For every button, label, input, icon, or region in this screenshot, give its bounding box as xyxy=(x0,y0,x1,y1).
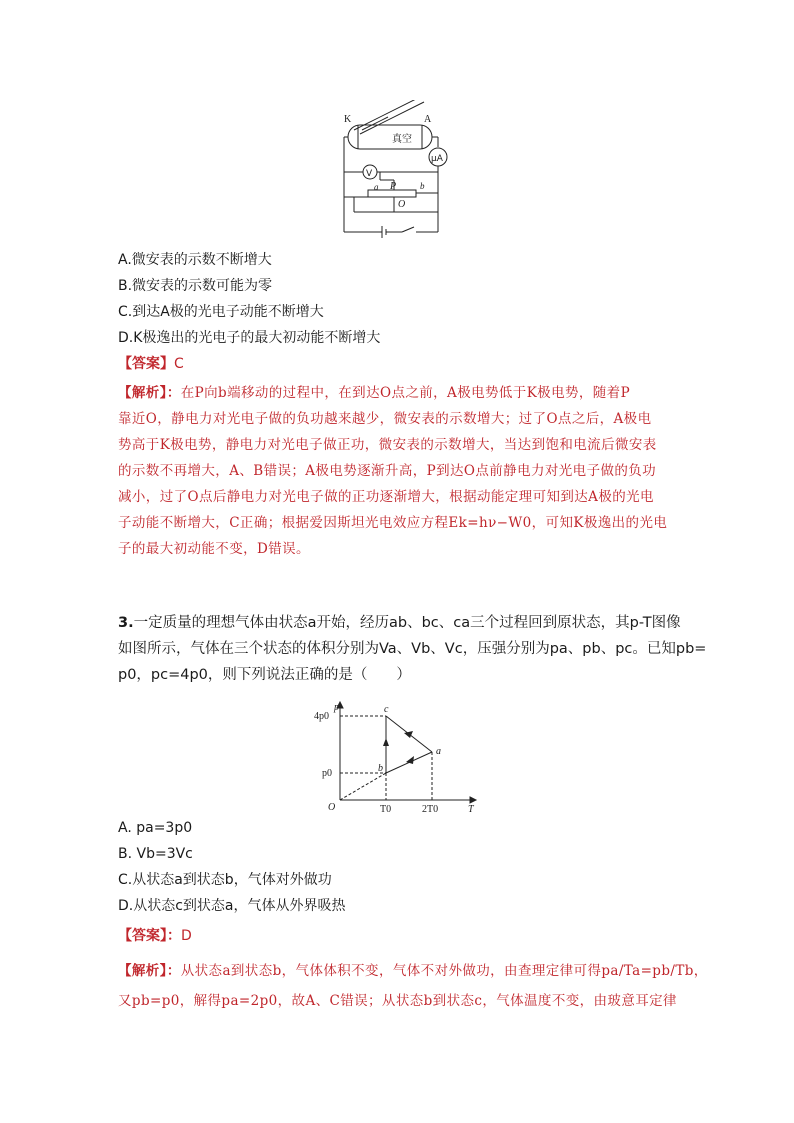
q3-option-b: B. Vb=3Vc xyxy=(118,846,193,862)
point-a-label: a xyxy=(436,746,441,757)
arrow-bc xyxy=(383,738,389,746)
x-tick-2t0: 2T0 xyxy=(422,804,439,812)
q3-option-c: C.从状态a到状态b，气体对外做功 xyxy=(118,872,332,888)
q2-analysis-line-7: 子的最大初动能不变，D错误。 xyxy=(118,541,310,557)
y-tick-4p0: 4p0 xyxy=(314,711,329,722)
label-p: P xyxy=(390,181,397,192)
q2-option-b: B.微安表的示数可能为零 xyxy=(118,278,273,294)
x-axis-label: T xyxy=(468,804,474,812)
q3-stem xyxy=(118,610,707,688)
q3-stem-line-3: p0，pc=4p0，则下列说法正确的是（ ） xyxy=(118,667,411,683)
label-k: K xyxy=(344,114,352,125)
label-b-small: b xyxy=(420,181,425,191)
origin-label: O xyxy=(328,802,336,812)
q3-answer xyxy=(118,926,192,946)
x-tick-t0: T0 xyxy=(380,804,392,812)
label-voltmeter: V xyxy=(366,169,373,179)
q2-analysis xyxy=(118,380,678,562)
q2-option-c: C.到达A极的光电子动能不断增大 xyxy=(118,304,324,320)
q2-analysis-line-6: 子动能不断增大，C正确；根据爱因斯坦光电效应方程Ek=hν−W0，可知K极逸出的光电 xyxy=(118,515,668,531)
label-a: A xyxy=(424,114,432,125)
q2-answer xyxy=(118,354,184,374)
q3-analysis-label: 【解析】： xyxy=(118,963,181,978)
q2-analysis-line-2: 靠近O，静电力对光电子做的负功越来越少，微安表的示数增大；过了O点之后，A极电 xyxy=(118,411,652,427)
q3-option-d: D.从状态c到状态a，气体从外界吸热 xyxy=(118,898,346,914)
q2-analysis-line-5: 减小，过了O点后静电力对光电子做的正功逐渐增大，根据动能定理可知到达A极的光电 xyxy=(118,489,654,505)
q3-analysis-line-1: 从状态a到状态b，气体体积不变，气体不对外做功，由查理定律可得pa/Ta=pb/Tb， xyxy=(180,963,708,979)
photoelectric-circuit-diagram xyxy=(340,100,460,240)
q2-answer-value: C xyxy=(174,356,184,372)
label-a-small: a xyxy=(374,182,379,192)
point-b-label: b xyxy=(378,763,383,774)
q2-analysis-line-3: 势高于K极电势，静电力对光电子做正功，微安表的示数增大，当达到饱和电流后微安表 xyxy=(118,437,657,453)
y-axis-label: p xyxy=(334,702,339,713)
q2-option-d: D.K极逸出的光电子的最大初动能不断增大 xyxy=(118,330,381,346)
label-microammeter: μA xyxy=(431,154,443,164)
point-c-label: c xyxy=(384,704,389,715)
q3-number: 3. xyxy=(118,615,134,631)
q3-answer-value: D xyxy=(181,928,192,944)
q3-analysis-line-2: 又pb=p0，解得pa=2p0，故A、C错误；从状态b到状态c，气体温度不变，由玻意耳定律 xyxy=(118,993,677,1009)
q2-analysis-line-4: 的示数不再增大，A、B错误；A极电势逐渐升高，P到达O点前静电力对光电子做的负功 xyxy=(118,463,657,479)
q3-analysis xyxy=(118,956,708,1016)
q2-analysis-line-1: 在P向b端移动的过程中，在到达O点之前，A极电势低于K极电势，随着P xyxy=(180,385,631,401)
q3-answer-label: 【答案】： xyxy=(118,928,181,944)
q3-option-a: A. pa=3p0 xyxy=(118,820,193,836)
label-vacuum: 真空 xyxy=(392,134,412,145)
q3-stem-line-2: 如图所示，气体在三个状态的体积分别为Va、Vb、Vc，压强分别为pa、pb、pc。已知pb= xyxy=(118,641,707,657)
q2-analysis-label: 【解析】： xyxy=(118,385,181,400)
q3-stem-line-1: 一定质量的理想气体由状态a开始，经历ab、bc、ca三个过程回到原状态，其p-T图像 xyxy=(133,615,681,631)
q2-answer-label: 【答案】 xyxy=(118,356,174,372)
p-t-graph xyxy=(300,700,480,812)
label-o: O xyxy=(398,199,406,210)
q2-option-a: A.微安表的示数不断增大 xyxy=(118,252,272,268)
arrow-ca xyxy=(404,731,413,738)
y-tick-p0: p0 xyxy=(322,768,332,779)
